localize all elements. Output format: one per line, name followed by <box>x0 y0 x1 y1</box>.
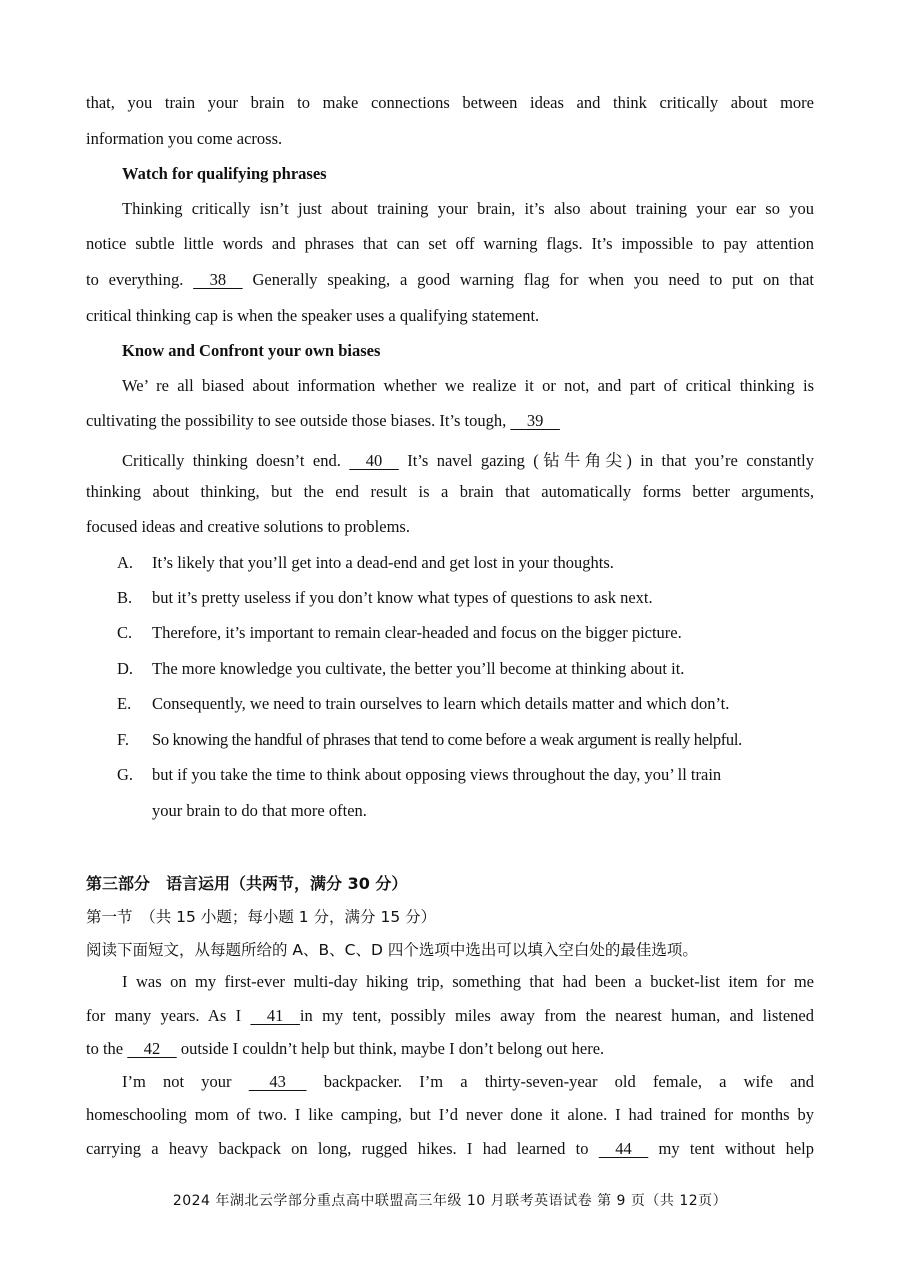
option-text: Consequently, we need to train ourselves to learn which details matter and which don’t. <box>152 694 730 713</box>
passage-line: We’ re all biased about information whether we realize it or not, and part of critical thinking is <box>122 376 814 395</box>
cloze-line <box>86 1039 814 1059</box>
option-text: your brain to do that more often. <box>152 801 367 820</box>
blank-39[interactable]: 39 <box>510 411 560 430</box>
blank-44[interactable]: 44 <box>598 1139 649 1158</box>
blank-42[interactable]: 42 <box>127 1039 177 1058</box>
passage-line: information you come across. <box>86 129 283 148</box>
section-heading: Watch for qualifying phrases <box>122 164 327 183</box>
blank-41[interactable]: 41 <box>250 1006 300 1025</box>
option-letter: D. <box>117 659 134 678</box>
cloze-text: for many years. As I <box>86 1006 242 1025</box>
passage-line: that, you train your brain to make connections between ideas and think critically about more <box>86 93 814 112</box>
passage-line <box>86 270 814 290</box>
subsection-title: 第一节 （共 15 小题；每小题 1 分，满分 15 分） <box>86 908 437 926</box>
option-letter: F. <box>117 730 129 749</box>
cloze-line <box>122 1072 814 1092</box>
option-text: It’s likely that you’ll get into a dead-end and get lost in your thoughts. <box>152 553 614 572</box>
cloze-line <box>86 1006 814 1026</box>
option-letter: E. <box>117 694 132 713</box>
passage-text: cultivating the possibility to see outside those biases. It’s tough, <box>86 411 507 430</box>
passage-line: thinking about thinking, but the end result is a brain that automatically forms better arguments, <box>86 482 814 501</box>
cloze-text: I’m not your <box>122 1072 232 1091</box>
option-letter: A. <box>117 553 134 572</box>
blank-40[interactable]: 40 <box>349 451 399 470</box>
option-text: but it’s pretty useless if you don’t know what types of questions to ask next. <box>152 588 653 607</box>
passage-text: It’s navel gazing (钻牛角尖) in that you’re constantly <box>407 451 815 470</box>
passage-line <box>122 447 814 471</box>
option-text: So knowing the handful of phrases that tend to come before a weak argument is really helpful. <box>152 730 742 749</box>
option-letter: G. <box>117 765 134 784</box>
option-letter: B. <box>117 588 133 607</box>
blank-38[interactable]: 38 <box>193 270 243 289</box>
passage-text: Critically thinking doesn’t end. <box>122 451 341 470</box>
blank-43[interactable]: 43 <box>248 1072 307 1091</box>
option-letter: C. <box>117 623 133 642</box>
option-text: The more knowledge you cultivate, the better you’ll become at thinking about it. <box>152 659 685 678</box>
cloze-text: to the <box>86 1039 124 1058</box>
cloze-line: I was on my first-ever multi-day hiking trip, something that had been a bucket-list item for me <box>122 972 814 991</box>
passage-line: Thinking critically isn’t just about training your brain, it’s also about training your ear so you <box>122 199 814 218</box>
cloze-line: homeschooling mom of two. I like camping, but I’d never done it alone. I had trained for months by <box>86 1105 814 1124</box>
passage-line: critical thinking cap is when the speaker uses a qualifying statement. <box>86 306 540 325</box>
option-text: but if you take the time to think about opposing views throughout the day, you’ ll train <box>152 765 722 784</box>
instruction-text: 阅读下面短文，从每题所给的 A、B、C、D 四个选项中选出可以填入空白处的最佳选项。 <box>86 941 698 959</box>
passage-text: to everything. <box>86 270 184 289</box>
cloze-text: in my tent, possibly miles away from the nearest human, and listened <box>299 1006 814 1025</box>
cloze-text: my tent without help <box>658 1139 815 1158</box>
passage-line: notice subtle little words and phrases that can set off warning flags. It’s impossible to pay attention <box>86 234 814 253</box>
cloze-line <box>86 1139 814 1159</box>
cloze-text: carrying a heavy backpack on long, rugged hikes. I had learned to <box>86 1139 589 1158</box>
cloze-text: backpacker. I’m a thirty-seven-year old female, a wife and <box>323 1072 815 1091</box>
section-heading: Know and Confront your own biases <box>122 341 381 360</box>
part-title: 第三部分 语言运用（共两节，满分 30 分） <box>86 874 408 893</box>
option-text: Therefore, it’s important to remain clear-headed and focus on the bigger picture. <box>152 623 682 642</box>
page-footer: 2024 年湖北云学部分重点高中联盟高三年级 10 月联考英语试卷 第 9 页（共 12页） <box>172 1193 728 1209</box>
passage-line: focused ideas and creative solutions to problems. <box>86 517 410 536</box>
cloze-text: outside I couldn’t help but think, maybe I don’t belong out here. <box>180 1039 605 1058</box>
passage-text: Generally speaking, a good warning flag for when you need to put on that <box>252 270 815 289</box>
passage-line <box>86 411 814 431</box>
